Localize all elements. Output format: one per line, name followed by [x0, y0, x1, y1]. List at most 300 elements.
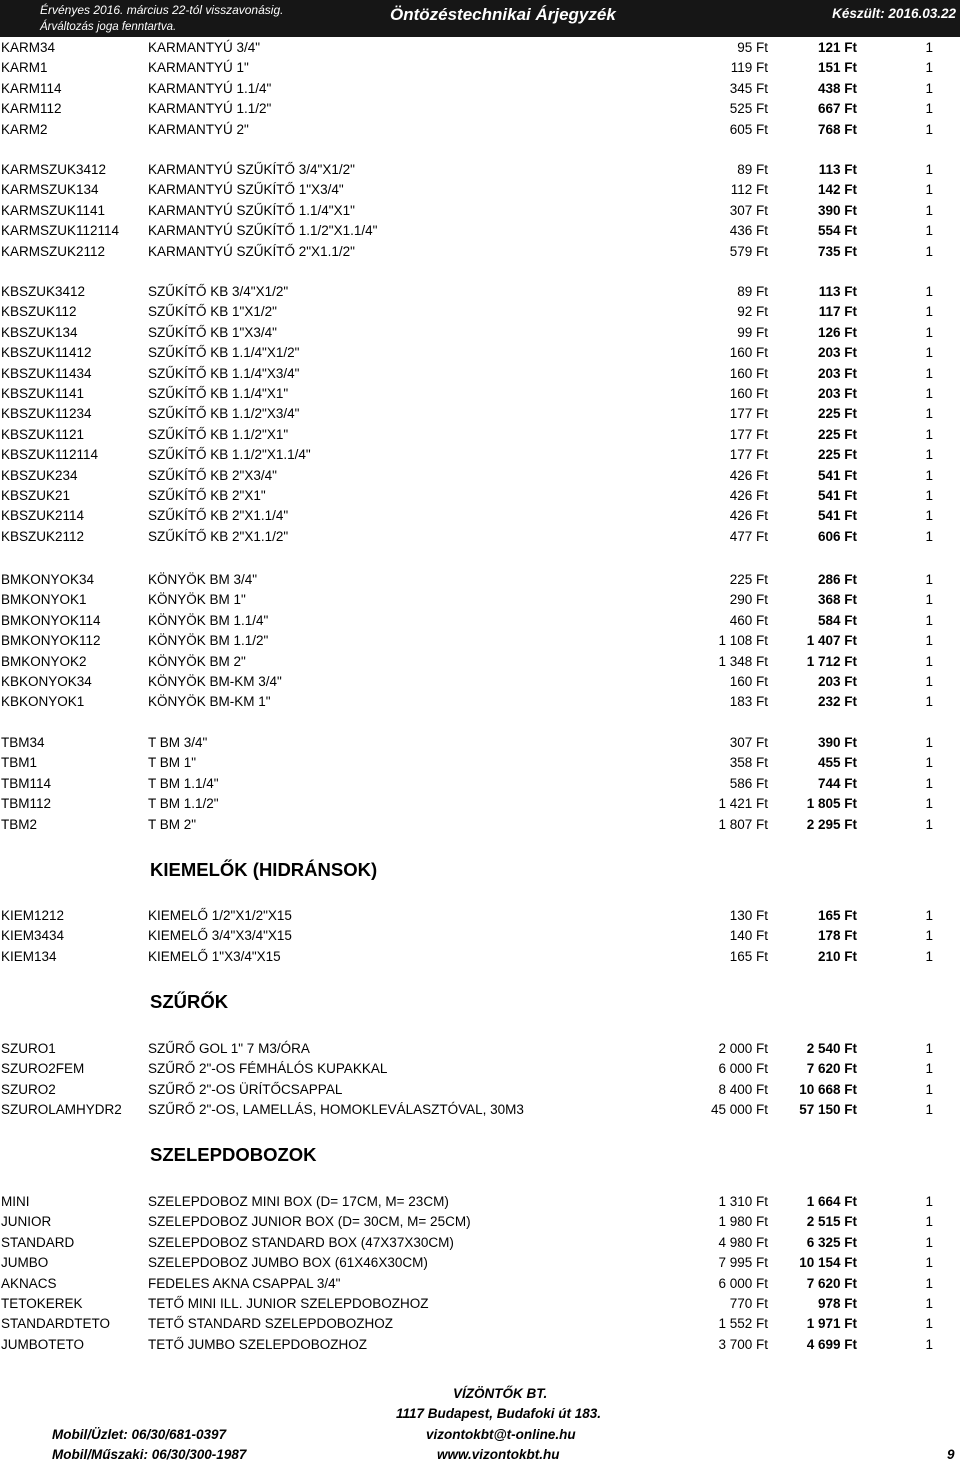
- table-row: [0, 794, 960, 814]
- product-code: KARMSZUK1141: [1, 202, 106, 218]
- product-code: KBKONYOK34: [1, 674, 92, 689]
- table-row: [0, 1253, 960, 1273]
- gross-price: 735 Ft: [817, 243, 857, 259]
- product-description: KIEMELŐ 3/4"X3/4"X15: [148, 928, 292, 944]
- product-description: KARMANTYÚ 3/4": [148, 40, 261, 55]
- gross-price: 113 Ft: [818, 162, 857, 177]
- table-row: [0, 906, 960, 926]
- gross-price: 606 Ft: [817, 528, 857, 544]
- product-description: FEDELES AKNA CSAPPAL 3/4": [148, 1275, 341, 1291]
- net-price: 2 000 Ft: [718, 1041, 768, 1056]
- product-code: KBSZUK234: [1, 467, 78, 483]
- net-price: 1 807 Ft: [718, 816, 768, 832]
- product-description: SZŰKÍTŐ KB 1"X1/2": [148, 304, 277, 320]
- quantity: 1: [925, 612, 933, 628]
- quantity: 1: [925, 202, 933, 218]
- quantity: 1: [925, 223, 933, 239]
- gross-price: 541 Ft: [817, 508, 857, 524]
- net-price: 1 348 Ft: [718, 653, 768, 669]
- gross-price: 541 Ft: [817, 488, 857, 503]
- product-code: TBM34: [1, 735, 45, 750]
- net-price: 8 400 Ft: [718, 1081, 768, 1097]
- product-description: SZŰKÍTŐ KB 1.1/2"X1": [148, 426, 289, 442]
- net-price: 6 000 Ft: [718, 1275, 768, 1291]
- section-title: SZŰRŐK: [150, 991, 229, 1012]
- footer-phone-technical: Mobil/Műszaki: 06/30/300-1987: [52, 1447, 247, 1462]
- product-code: KBSZUK1141: [1, 386, 85, 401]
- gross-price: 225 Ft: [817, 406, 857, 422]
- quantity: 1: [925, 1102, 933, 1118]
- page-number: 9: [947, 1447, 955, 1462]
- product-code: SZURO1: [1, 1041, 56, 1056]
- net-price: 119 Ft: [730, 60, 768, 76]
- table-row: [0, 652, 960, 672]
- quantity: 1: [925, 345, 933, 361]
- product-code: JUMBOTETO: [1, 1336, 85, 1352]
- table-row: [0, 323, 960, 343]
- gross-price: 178 Ft: [817, 928, 857, 944]
- quantity: 1: [925, 324, 933, 340]
- product-description: SZŰKÍTŐ KB 3/4"X1/2": [148, 284, 289, 299]
- document-title: Öntözéstechnikai Árjegyzék: [390, 5, 616, 24]
- net-price: 1 310 Ft: [718, 1194, 768, 1209]
- product-code: KARMSZUK134: [1, 182, 99, 198]
- gross-price: 584 Ft: [817, 612, 857, 628]
- net-price: 45 000 Ft: [710, 1102, 768, 1118]
- quantity: 1: [925, 488, 933, 503]
- table-row: [0, 1314, 960, 1334]
- table-row: [0, 79, 960, 99]
- product-code: KBSZUK134: [1, 324, 78, 340]
- gross-price: 2 540 Ft: [806, 1041, 857, 1056]
- quantity: 1: [925, 528, 933, 544]
- table-row: [0, 404, 960, 424]
- gross-price: 151 Ft: [817, 60, 857, 76]
- product-description: SZŰRŐ 2"-OS, LAMELLÁS, HOMOKLEVÁLASZTÓVAL, 30M3: [148, 1102, 524, 1118]
- net-price: 6 000 Ft: [718, 1061, 768, 1077]
- quantity: 1: [925, 592, 933, 608]
- quantity: 1: [925, 467, 933, 483]
- table-row: [0, 1274, 960, 1294]
- product-code: SZUROLAMHYDR2: [1, 1102, 122, 1118]
- gross-price: 390 Ft: [817, 202, 857, 218]
- table-row: [0, 590, 960, 610]
- table-row: [0, 947, 960, 967]
- quantity: 1: [925, 101, 933, 117]
- product-code: JUNIOR: [1, 1214, 52, 1230]
- product-code: KARMSZUK3412: [1, 162, 107, 177]
- net-price: 460 Ft: [729, 612, 768, 628]
- gross-price: 126 Ft: [817, 324, 857, 340]
- net-price: 770 Ft: [729, 1296, 768, 1311]
- product-code: KBSZUK11412: [1, 345, 92, 361]
- net-price: 99 Ft: [737, 324, 768, 340]
- quantity: 1: [925, 1194, 933, 1209]
- gross-price: 2 295 Ft: [806, 816, 857, 832]
- gross-price: 232 Ft: [817, 694, 857, 710]
- product-code: MINI: [1, 1194, 30, 1209]
- product-code: KARM34: [1, 40, 56, 55]
- gross-price: 2 515 Ft: [806, 1214, 857, 1230]
- quantity: 1: [925, 40, 933, 55]
- table-row: [0, 1059, 960, 1079]
- product-code: KBSZUK1121: [1, 426, 85, 442]
- table-row: [0, 466, 960, 486]
- quantity: 1: [925, 633, 933, 649]
- product-description: KARMANTYÚ 1.1/2": [148, 101, 272, 117]
- footer-phone-business: Mobil/Üzlet: 06/30/681-0397: [52, 1427, 227, 1442]
- product-code: KBSZUK21: [1, 488, 71, 503]
- product-code: TETOKEREK: [1, 1296, 83, 1311]
- table-row: [0, 38, 960, 58]
- product-description: SZELEPDOBOZ JUNIOR BOX (D= 30CM, M= 25CM): [148, 1214, 471, 1230]
- product-description: T BM 1.1/2": [148, 796, 219, 812]
- footer-website[interactable]: www.vizontokbt.hu: [437, 1447, 560, 1462]
- product-description: TETŐ JUMBO SZELEPDOBOZHOZ: [148, 1336, 368, 1352]
- product-description: KÖNYÖK BM 2": [148, 653, 246, 669]
- product-description: SZŰRŐ 2"-OS FÉMHÁLÓS KUPAKKAL: [148, 1061, 388, 1077]
- net-price: 426 Ft: [729, 488, 768, 503]
- net-price: 130 Ft: [729, 908, 768, 923]
- quantity: 1: [925, 1275, 933, 1291]
- product-code: KBSZUK3412: [1, 284, 86, 299]
- gross-price: 10 668 Ft: [799, 1081, 857, 1097]
- product-code: KIEM134: [1, 948, 57, 964]
- product-description: KARMANTYÚ SZŰKÍTŐ 1.1/2"X1.1/4": [148, 223, 378, 239]
- product-description: KÖNYÖK BM 1": [148, 592, 246, 608]
- gross-price: 113 Ft: [818, 284, 857, 299]
- product-code: AKNACS: [1, 1275, 57, 1291]
- quantity: 1: [925, 1316, 933, 1332]
- gross-price: 541 Ft: [817, 467, 857, 483]
- quantity: 1: [925, 162, 933, 177]
- product-code: KBSZUK112: [1, 304, 77, 320]
- product-description: KIEMELŐ 1"X3/4"X15: [148, 948, 281, 964]
- product-description: T BM 2": [148, 816, 197, 832]
- table-row: [0, 242, 960, 262]
- gross-price: 1 805 Ft: [806, 796, 857, 812]
- product-description: KARMANTYÚ SZŰKÍTŐ 3/4"X1/2": [148, 162, 355, 177]
- quantity: 1: [925, 908, 933, 923]
- quantity: 1: [925, 1296, 933, 1311]
- footer-company: VÍZÖNTŐK BT.: [453, 1386, 548, 1401]
- product-description: SZELEPDOBOZ STANDARD BOX (47X37X30CM): [148, 1234, 454, 1250]
- product-description: T BM 1": [148, 755, 197, 771]
- quantity: 1: [925, 1081, 933, 1097]
- gross-price: 6 325 Ft: [806, 1234, 857, 1250]
- product-description: KÖNYÖK BM 1.1/2": [148, 633, 269, 649]
- product-description: KARMANTYÚ 2": [148, 121, 249, 137]
- gross-price: 203 Ft: [817, 674, 857, 689]
- quantity: 1: [925, 928, 933, 944]
- product-description: KÖNYÖK BM 1.1/4": [148, 612, 269, 628]
- net-price: 160 Ft: [729, 345, 768, 361]
- table-row: [0, 201, 960, 221]
- quantity: 1: [925, 755, 933, 771]
- product-description: T BM 3/4": [148, 735, 208, 750]
- quantity: 1: [925, 426, 933, 442]
- product-description: T BM 1.1/4": [148, 775, 219, 791]
- section-title: KIEMELŐK (HIDRÁNSOK): [150, 859, 378, 880]
- product-code: STANDARD: [1, 1234, 75, 1250]
- net-price: 92 Ft: [737, 304, 768, 320]
- product-code: KIEM3434: [1, 928, 65, 944]
- net-price: 177 Ft: [729, 447, 768, 463]
- product-code: SZURO2FEM: [1, 1061, 85, 1077]
- net-price: 160 Ft: [729, 386, 768, 401]
- table-row: [0, 486, 960, 506]
- product-description: KARMANTYÚ 1": [148, 60, 249, 76]
- product-code: TBM112: [1, 796, 52, 812]
- gross-price: 203 Ft: [817, 386, 857, 401]
- net-price: 586 Ft: [729, 775, 768, 791]
- table-row: [0, 611, 960, 631]
- net-price: 436 Ft: [729, 223, 768, 239]
- net-price: 1 552 Ft: [718, 1316, 768, 1332]
- table-row: [0, 282, 960, 302]
- product-code: STANDARDTETO: [1, 1316, 111, 1332]
- net-price: 290 Ft: [729, 592, 768, 608]
- product-code: JUMBO: [1, 1255, 49, 1271]
- net-price: 307 Ft: [729, 202, 768, 218]
- product-description: SZŰKÍTŐ KB 2"X3/4": [148, 467, 277, 483]
- product-code: TBM2: [1, 816, 38, 832]
- net-price: 183 Ft: [729, 694, 768, 710]
- table-row: [0, 1294, 960, 1314]
- product-code: BMKONYOK112: [1, 633, 101, 649]
- product-description: KÖNYÖK BM-KM 1": [148, 694, 271, 710]
- table-row: [0, 160, 960, 180]
- gross-price: 1 664 Ft: [806, 1194, 857, 1209]
- quantity: 1: [925, 694, 933, 710]
- quantity: 1: [925, 284, 933, 299]
- product-description: KARMANTYÚ 1.1/4": [148, 80, 272, 96]
- gross-price: 1 712 Ft: [806, 653, 857, 669]
- gross-price: 4 699 Ft: [806, 1336, 857, 1352]
- net-price: 4 980 Ft: [718, 1234, 768, 1250]
- quantity: 1: [925, 775, 933, 791]
- quantity: 1: [925, 60, 933, 76]
- quantity: 1: [925, 796, 933, 812]
- validity-text: Érvényes 2016. március 22-tól visszavonásig.: [40, 3, 284, 17]
- net-price: 95 Ft: [737, 40, 768, 55]
- product-description: TETŐ MINI ILL. JUNIOR SZELEPDOBOZHOZ: [148, 1296, 429, 1311]
- product-code: KBSZUK2112: [1, 528, 85, 544]
- net-price: 579 Ft: [729, 243, 768, 259]
- header-bar: [0, 0, 960, 37]
- net-price: 605 Ft: [729, 121, 768, 137]
- table-row: [0, 506, 960, 526]
- product-description: SZŰKÍTŐ KB 1.1/4"X1": [148, 386, 289, 401]
- product-description: SZELEPDOBOZ MINI BOX (D= 17CM, M= 23CM): [148, 1194, 449, 1209]
- gross-price: 1 407 Ft: [806, 633, 857, 649]
- product-code: TBM114: [1, 775, 52, 791]
- quantity: 1: [925, 447, 933, 463]
- net-price: 1 421 Ft: [718, 796, 768, 812]
- section-title: SZELEPDOBOZOK: [150, 1144, 317, 1165]
- gross-price: 768 Ft: [817, 121, 857, 137]
- gross-price: 390 Ft: [817, 735, 857, 750]
- gross-price: 667 Ft: [817, 101, 857, 117]
- table-row: [0, 926, 960, 946]
- product-code: KARM2: [1, 121, 48, 137]
- quantity: 1: [925, 304, 933, 320]
- product-description: KARMANTYÚ SZŰKÍTŐ 1"X3/4": [148, 182, 344, 198]
- product-code: KARM112: [1, 101, 62, 117]
- gross-price: 225 Ft: [817, 426, 857, 442]
- table-row: [0, 672, 960, 692]
- table-row: [0, 1100, 960, 1120]
- quantity: 1: [925, 121, 933, 137]
- gross-price: 554 Ft: [817, 223, 857, 239]
- quantity: 1: [925, 1255, 933, 1271]
- product-description: KARMANTYÚ SZŰKÍTŐ 1.1/4"X1": [148, 202, 355, 218]
- table-row: [0, 815, 960, 835]
- gross-price: 286 Ft: [817, 572, 857, 587]
- product-code: BMKONYOK114: [1, 612, 101, 628]
- net-price: 112 Ft: [730, 182, 768, 198]
- quantity: 1: [925, 406, 933, 422]
- product-description: KÖNYÖK BM 3/4": [148, 572, 258, 587]
- quantity: 1: [925, 1061, 933, 1077]
- table-row: [0, 343, 960, 363]
- table-row: [0, 692, 960, 712]
- table-row: [0, 221, 960, 241]
- net-price: 177 Ft: [729, 406, 768, 422]
- gross-price: 225 Ft: [817, 447, 857, 463]
- quantity: 1: [925, 1041, 933, 1056]
- product-description: SZŰRŐ 2"-OS ÜRÍTŐCSAPPAL: [148, 1081, 343, 1097]
- product-description: SZŰKÍTŐ KB 1"X3/4": [148, 324, 277, 340]
- product-code: BMKONYOK1: [1, 592, 87, 608]
- gross-price: 203 Ft: [817, 365, 857, 381]
- quantity: 1: [925, 1234, 933, 1250]
- table-row: [0, 1080, 960, 1100]
- gross-price: 1 971 Ft: [806, 1316, 857, 1332]
- gross-price: 455 Ft: [817, 755, 857, 771]
- quantity: 1: [925, 1214, 933, 1230]
- table-row: [0, 425, 960, 445]
- gross-price: 203 Ft: [817, 345, 857, 361]
- product-description: SZŰKÍTŐ KB 2"X1.1/2": [148, 528, 289, 544]
- gross-price: 978 Ft: [817, 1296, 857, 1311]
- quantity: 1: [925, 816, 933, 832]
- footer-email[interactable]: vizontokbt@t-online.hu: [426, 1427, 576, 1442]
- product-description: SZŰKÍTŐ KB 2"X1.1/4": [148, 508, 289, 524]
- quantity: 1: [925, 674, 933, 689]
- quantity: 1: [925, 182, 933, 198]
- net-price: 140 Ft: [729, 928, 768, 944]
- net-price: 426 Ft: [729, 508, 768, 524]
- quantity: 1: [925, 1336, 933, 1352]
- table-row: [0, 733, 960, 753]
- net-price: 358 Ft: [729, 755, 768, 771]
- product-description: KARMANTYÚ SZŰKÍTŐ 2"X1.1/2": [148, 243, 355, 259]
- table-row: [0, 58, 960, 78]
- table-row: [0, 1212, 960, 1232]
- table-row: [0, 1233, 960, 1253]
- gross-price: 57 150 Ft: [799, 1102, 857, 1118]
- gross-price: 121 Ft: [817, 40, 857, 55]
- gross-price: 368 Ft: [817, 592, 857, 608]
- net-price: 1 980 Ft: [718, 1214, 768, 1230]
- product-description: KIEMELŐ 1/2"X1/2"X15: [148, 908, 292, 923]
- product-code: KBKONYOK1: [1, 694, 85, 710]
- quantity: 1: [925, 508, 933, 524]
- gross-price: 7 620 Ft: [806, 1061, 857, 1077]
- product-code: KARMSZUK2112: [1, 243, 106, 259]
- product-code: BMKONYOK34: [1, 572, 95, 587]
- table-row: [0, 753, 960, 773]
- product-code: TBM1: [1, 755, 38, 771]
- gross-price: 165 Ft: [817, 908, 857, 923]
- net-price: 225 Ft: [729, 572, 768, 587]
- product-description: SZŰKÍTŐ KB 2"X1": [148, 488, 266, 503]
- net-price: 89 Ft: [737, 284, 768, 299]
- net-price: 426 Ft: [729, 467, 768, 483]
- product-description: SZŰRŐ GOL 1" 7 M3/ÓRA: [148, 1041, 310, 1056]
- net-price: 7 995 Ft: [718, 1255, 768, 1271]
- table-row: [0, 364, 960, 384]
- net-price: 165 Ft: [729, 948, 768, 964]
- rights-text: Árváltozás joga fenntartva.: [40, 21, 177, 33]
- gross-price: 744 Ft: [817, 775, 857, 791]
- product-description: SZŰKÍTŐ KB 1.1/2"X3/4": [148, 406, 300, 422]
- quantity: 1: [925, 80, 933, 96]
- table-row: [0, 631, 960, 651]
- table-row: [0, 570, 960, 590]
- net-price: 3 700 Ft: [718, 1336, 768, 1352]
- table-row: [0, 99, 960, 119]
- net-price: 525 Ft: [729, 101, 768, 117]
- footer-address: 1117 Budapest, Budafoki út 183.: [396, 1406, 602, 1421]
- product-description: SZŰKÍTŐ KB 1.1/4"X1/2": [148, 345, 300, 361]
- quantity: 1: [925, 572, 933, 587]
- product-description: SZELEPDOBOZ JUMBO BOX (61X46X30CM): [148, 1255, 428, 1271]
- product-code: KARM1: [1, 60, 48, 76]
- product-code: KBSZUK2114: [1, 508, 85, 524]
- net-price: 307 Ft: [729, 735, 768, 750]
- table-row: [0, 445, 960, 465]
- gross-price: 117 Ft: [818, 304, 857, 320]
- product-description: TETŐ STANDARD SZELEPDOBOZHOZ: [148, 1316, 394, 1332]
- quantity: 1: [925, 735, 933, 750]
- net-price: 160 Ft: [729, 674, 768, 689]
- product-code: KBSZUK11434: [1, 365, 92, 381]
- table-row: [0, 1335, 960, 1355]
- net-price: 477 Ft: [729, 528, 768, 544]
- table-row: [0, 384, 960, 404]
- table-row: [0, 120, 960, 140]
- quantity: 1: [925, 653, 933, 669]
- table-row: [0, 180, 960, 200]
- net-price: 1 108 Ft: [718, 633, 768, 649]
- created-date: Készült: 2016.03.22: [832, 6, 956, 21]
- gross-price: 10 154 Ft: [799, 1255, 857, 1271]
- gross-price: 438 Ft: [817, 80, 857, 96]
- table-row: [0, 527, 960, 547]
- product-code: KIEM1212: [1, 908, 65, 923]
- product-code: KBSZUK11234: [1, 406, 92, 422]
- quantity: 1: [925, 948, 933, 964]
- gross-price: 7 620 Ft: [806, 1275, 857, 1291]
- product-description: KÖNYÖK BM-KM 3/4": [148, 674, 282, 689]
- product-code: BMKONYOK2: [1, 653, 87, 669]
- quantity: 1: [925, 386, 933, 401]
- product-code: KARM114: [1, 80, 62, 96]
- product-description: SZŰKÍTŐ KB 1.1/2"X1.1/4": [148, 447, 311, 463]
- net-price: 89 Ft: [737, 162, 768, 177]
